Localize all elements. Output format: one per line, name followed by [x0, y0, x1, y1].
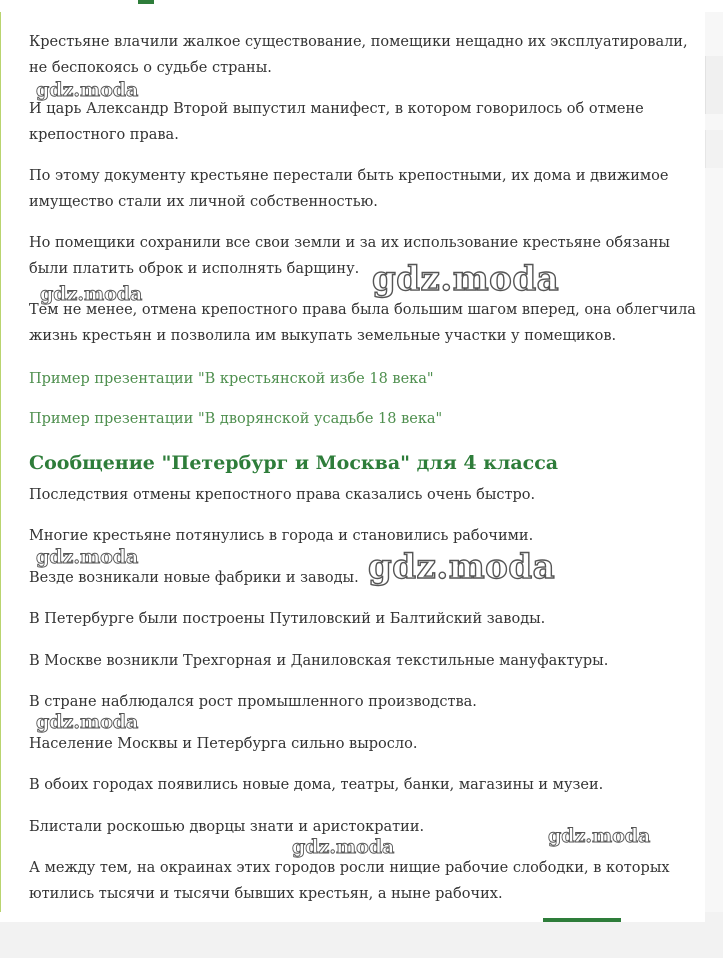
paragraph: Тем не менее, отмена крепостного права была большим шагом вперед, она облегчила жизнь крестьян и позволила им выкупать земельные участки у помещиков.: [29, 302, 696, 344]
paragraph: В стране наблюдался рост промышленного производства.: [29, 694, 477, 710]
paragraph: По этому документу крестьяне перестали быть крепостными, их дома и движимое имущество стали их личной собственностью.: [29, 168, 669, 210]
paragraph: Крестьяне влачили жалкое существование, помещики нещадно их эксплуатировали, не беспокоясь о судьбе страны.: [29, 34, 688, 76]
paragraph: Но помещики сохранили все свои земли и за их использование крестьяне обязаны были платить оброк и исполнять барщину.: [29, 235, 670, 277]
watermark: gdz.moda: [292, 836, 395, 858]
top-bar-accent: [138, 0, 154, 4]
paragraph: Многие крестьяне потянулись в города и становились рабочими.: [29, 528, 534, 544]
presentation-link[interactable]: Пример презентации "В крестьянской избе 18 века": [29, 371, 434, 387]
watermark: gdz.moda: [36, 546, 139, 568]
paragraph: Последствия отмены крепостного права сказались очень быстро.: [29, 487, 536, 503]
watermark: gdz.moda: [368, 547, 556, 587]
footer-accent: [543, 918, 621, 922]
watermark: gdz.moda: [548, 825, 651, 847]
paragraph: И царь Александр Второй выпустил манифест, в котором говорилось об отмене крепостного права.: [29, 101, 644, 143]
watermark: gdz.moda: [372, 259, 560, 299]
paragraph: В Москве возникли Трехгорная и Даниловская текстильные мануфактуры.: [29, 653, 609, 669]
watermark: gdz.moda: [40, 283, 143, 305]
sidebar-widget: [705, 130, 723, 168]
paragraph: А между тем, на окраинах этих городов росли нищие рабочие слободки, в которых ютились тысячи и тысячи бывших крестьян, а ныне рабочих.: [29, 860, 670, 902]
section-heading: Сообщение "Петербург и Москва" для 4 класса: [29, 452, 559, 474]
watermark: gdz.moda: [36, 711, 139, 733]
paragraph: Везде возникали новые фабрики и заводы.: [29, 570, 359, 586]
presentation-link[interactable]: Пример презентации "В дворянской усадьбе 18 века": [29, 411, 443, 427]
paragraph: Блистали роскошью дворцы знати и аристократии.: [29, 819, 425, 835]
paragraph: В обоих городах появились новые дома, театры, банки, магазины и музеи.: [29, 777, 604, 793]
paragraph: Население Москвы и Петербурга сильно выросло.: [29, 736, 418, 752]
watermark: gdz.moda: [36, 79, 139, 101]
paragraph: В Петербурге были построены Путиловский и Балтийский заводы.: [29, 611, 546, 627]
sidebar-widget: [705, 56, 723, 114]
